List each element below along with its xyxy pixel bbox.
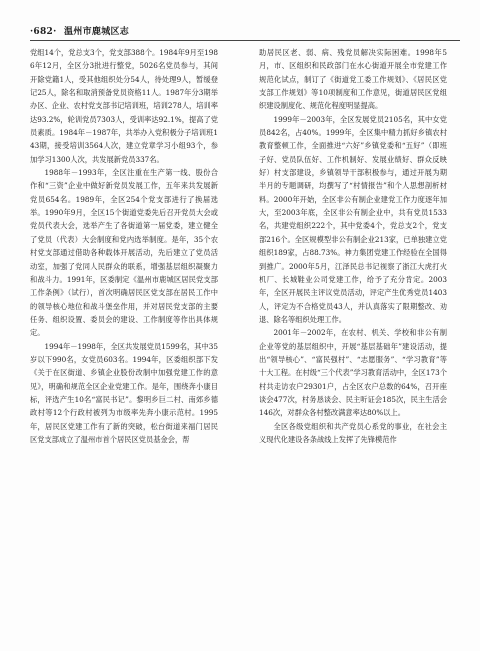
running-header [30,24,129,37]
paragraph: 党组14个，党总支3个，党支部388个。1984年9月至1986年12月，全区分3批进行整党，5026名党员参与，其间开除党籍1人，受其他组织处分54人，待处理9人，暂缓登记25人，除名和取消预备党员资格11人。1987年分3期举办区、企业、农村党支部书记培训班，培训278人，培训率达93.2%，轮训党员7303人，受训率达92.1%，提高了党员素质。1984年－1987年，共举办入党积极分子培训班143期，接受培训3564人次，建立党章学习小组93个，参加学习1300人次，共发展新党员337名。 [30,48,218,164]
paragraph: 1988年－1993年，全区注重在生产第一线、股份合作和“三资”企业中做好新党员发展工作，五年来共发展新党员654名。1989年，全区254个党支部进行了换届选举。1990年9月，全区15个街道党委先后召开党员大会或党员代表大会，选举产生了各街道第一届党委，建立健全了党员（代表）大会制度和党内选举制度。是年，35个农村党支部通过借助各种载体开展活动，先后建立了党员活动室，加强了党同人民群众的联系，增强基层组织凝聚力和战斗力。1991年，区委制定《温州市鹿城区居民党支部工作条例》（试行），首次明确居民区党支部在居民工作中的领导核心地位和战斗堡垒作用，并对居民党支部的主要任务、组织设置、委员会的建设、工作制度等作出具体规定。 [30,168,218,338]
book-title: 温州市鹿城区志 [64,27,130,37]
paragraph: 全区各级党组织和共产党员心系党的事业，在社会主义现代化建设各条战线上发挥了先锋模范作 [259,421,447,444]
paragraph: 1994年－1998年，全区共发展党员1599名，其中35岁以下990名，女党员603名。1994年，区委组织部下发《关于在区街道、乡镇企业股份改制中加强党建工作的意见》，明确和规范全区企业党建工作。是年，围绕奔小康目标，评选产生10名“富民书记”。黎明乡巨二村、南郊乡德政村等12个行政村被列为市级率先奔小康示范村。1995年，居民区党建工作有了新的突破，松台街道来福门居民区党支部成立了温州市首个居民区党员基金会，帮 [30,341,218,444]
right-column [259,46,447,446]
page-number: ·682· [30,27,57,37]
paragraph: 2001年－2002年，在农村、机关、学校和非公有制企业等党的基层组织中，开展“基层基础年”建设活动，提出“领导核心”、“富民强村”、“志愿服务”、“学习教育”等十大工程。在村级“三个代表”学习教育活动中，全区173个村共走访农户29301户，占全区农户总数的64%，召开座谈会477次，村务恳谈会、民主听证会185次，民主生活会146次，对群众各村整改满意率达80%以上。 [259,328,448,418]
paragraph: 1999年－2003年，全区发展党员2105名，其中女党员842名，占40%。1999年，全区集中精力抓好乡镇农村教育整顿工作，全面推进“六好”乡镇党委和“五好”（即班子好、党员队伍好、工作机制好、发展业绩好、群众反映好）村支部建设，乡镇领导干部积极参与，通过开展为期半月的专题调研，均撰写了“村情报告”和个人思想剖析材料。2000年开始，全区非公有制企业建党工作力度逐年加大，至2003年底，全区非公有制企业中，共有党员1533名，共建党组织222个，其中党委4个，党总支2个，党支部216个。全区规模型非公有制企业213家，已单独建立党组织189家，占88.73%。神力集团党建工作经验在全国得到推广。2000年5月，江泽民总书记视察了浙江大虎打火机厂、长城鞋业公司党建工作，给予了充分肯定。2003年，全区开展民主评议党员活动，评定产生优秀党员1403人，评定为不合格党员43人，并认真落实了限期整改、劝退、除名等组织处理工作。 [259,114,447,324]
paragraph: 助居民区老、弱、病、残党员解决实际困难。1998年5月，市、区组织和民政部门在水心街道开展全市党建工作规范化试点，制订了《街道党工委工作规划》、《居民区党支部工作规划》等10项制度和工作意见，街道居民区党组织建设制度化、规范化程度明显提高。 [259,48,447,111]
header-rule [30,40,460,41]
left-column [30,46,218,446]
